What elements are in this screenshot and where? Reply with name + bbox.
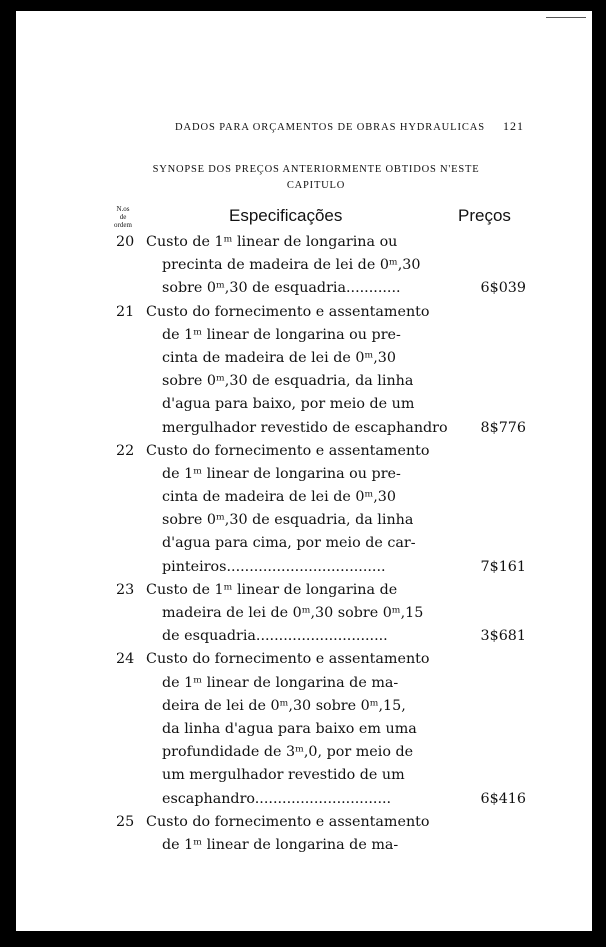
entry-text: [146, 440, 526, 579]
entry-line: profundidade de 3ᵐ,0, por meio de: [162, 744, 414, 761]
list-item: [116, 301, 526, 440]
entry-first-line: Custo de 1ᵐ linear de longarina ou: [146, 234, 398, 250]
entry-price: 7$161: [480, 558, 526, 575]
entry-last-line: [146, 556, 526, 579]
entry-line: d'agua para baixo, por meio de um: [162, 396, 415, 413]
column-header-specifications: Especificações: [229, 206, 343, 225]
list-item: [116, 231, 526, 301]
entry-last-line-text: mergulhador revestido de escaphandro: [162, 419, 448, 436]
entry-line: madeira de lei de 0ᵐ,30 sobre 0ᵐ,15: [162, 605, 424, 621]
entry-line: deira de lei de 0ᵐ,30 sobre 0ᵐ,15,: [162, 697, 406, 714]
page-number: 121: [503, 119, 524, 133]
entry-text: [146, 301, 526, 440]
entry-line: da linha d'agua para baixo em uma: [162, 720, 417, 737]
entry-price: 6$039: [480, 280, 526, 297]
column-header-prices: Preços: [458, 206, 511, 225]
column-header-number-line-2: de: [119, 213, 127, 221]
entry-text: [146, 811, 526, 857]
book-page: [16, 11, 592, 931]
entry-last-line-text: sobre 0ᵐ,30 de esquadria............: [162, 280, 401, 297]
entry-line: de 1ᵐ linear de longarina de ma-: [162, 836, 399, 853]
entry-line: de 1ᵐ linear de longarina ou pre-: [162, 326, 401, 343]
entry-last-line-text: pinteiros...................................: [162, 558, 386, 575]
entry-last-line: [146, 625, 526, 648]
entry-number: 23: [116, 581, 135, 598]
list-item: [116, 648, 526, 810]
entry-line: um mergulhador revestido de um: [162, 767, 405, 784]
entry-text: [146, 648, 526, 810]
entry-line: sobre 0ᵐ,30 de esquadria, da linha: [162, 373, 414, 390]
entry-first-line: Custo do fornecimento e assentamento: [146, 303, 430, 320]
entry-line: precinta de madeira de lei de 0ᵐ,30: [162, 257, 421, 274]
section-title-line-2: CAPITULO: [286, 180, 346, 191]
entry-number: 22: [116, 442, 135, 459]
column-header-number-line-1: N.os: [116, 205, 130, 213]
entry-number: 20: [116, 234, 135, 250]
entry-line: cinta de madeira de lei de 0ᵐ,30: [162, 349, 396, 366]
list-item: [116, 579, 526, 649]
running-head: [16, 119, 524, 134]
entry-number: 24: [116, 651, 135, 668]
list-item: [116, 440, 526, 579]
running-head-title: DADOS PARA ORÇAMENTOS DE OBRAS HYDRAULICAS: [175, 122, 485, 133]
entry-last-line-text: escaphandro..............................: [162, 790, 392, 807]
entry-price: 6$416: [480, 790, 526, 807]
entry-last-line: [146, 417, 526, 440]
entry-text: [146, 231, 526, 301]
section-title-line-1: SYNOPSE DOS PREÇOS ANTERIORMENTE OBTIDOS N'ESTE: [152, 164, 480, 175]
entry-price: 3$681: [480, 628, 526, 645]
entry-number: 21: [116, 303, 135, 320]
entry-text: [146, 579, 526, 649]
entry-first-line: Custo de 1ᵐ linear de longarina de: [146, 581, 398, 598]
entry-last-line: [146, 788, 526, 811]
entry-line: sobre 0ᵐ,30 de esquadria, da linha: [162, 512, 414, 529]
column-header-number-line-3: ordem: [114, 221, 132, 229]
entry-line: d'agua para cima, por meio de car-: [162, 535, 416, 552]
entry-first-line: Custo do fornecimento e assentamento: [146, 813, 430, 830]
entry-first-line: Custo do fornecimento e assentamento: [146, 442, 430, 459]
scan-artifact: [546, 17, 586, 18]
entry-line: de 1ᵐ linear de longarina ou pre-: [162, 465, 401, 482]
entry-last-line: [146, 277, 526, 300]
entry-last-line-text: de esquadria.............................: [162, 628, 388, 645]
column-header-number: [108, 205, 138, 229]
entry-price: 8$776: [480, 419, 526, 436]
entry-line: de 1ᵐ linear de longarina de ma-: [162, 674, 399, 691]
price-synopsis-list: [116, 231, 526, 857]
entry-first-line: Custo do fornecimento e assentamento: [146, 651, 430, 668]
entry-number: 25: [116, 813, 135, 830]
section-title: [96, 162, 536, 194]
entry-line: cinta de madeira de lei de 0ᵐ,30: [162, 489, 396, 506]
list-item: [116, 811, 526, 857]
